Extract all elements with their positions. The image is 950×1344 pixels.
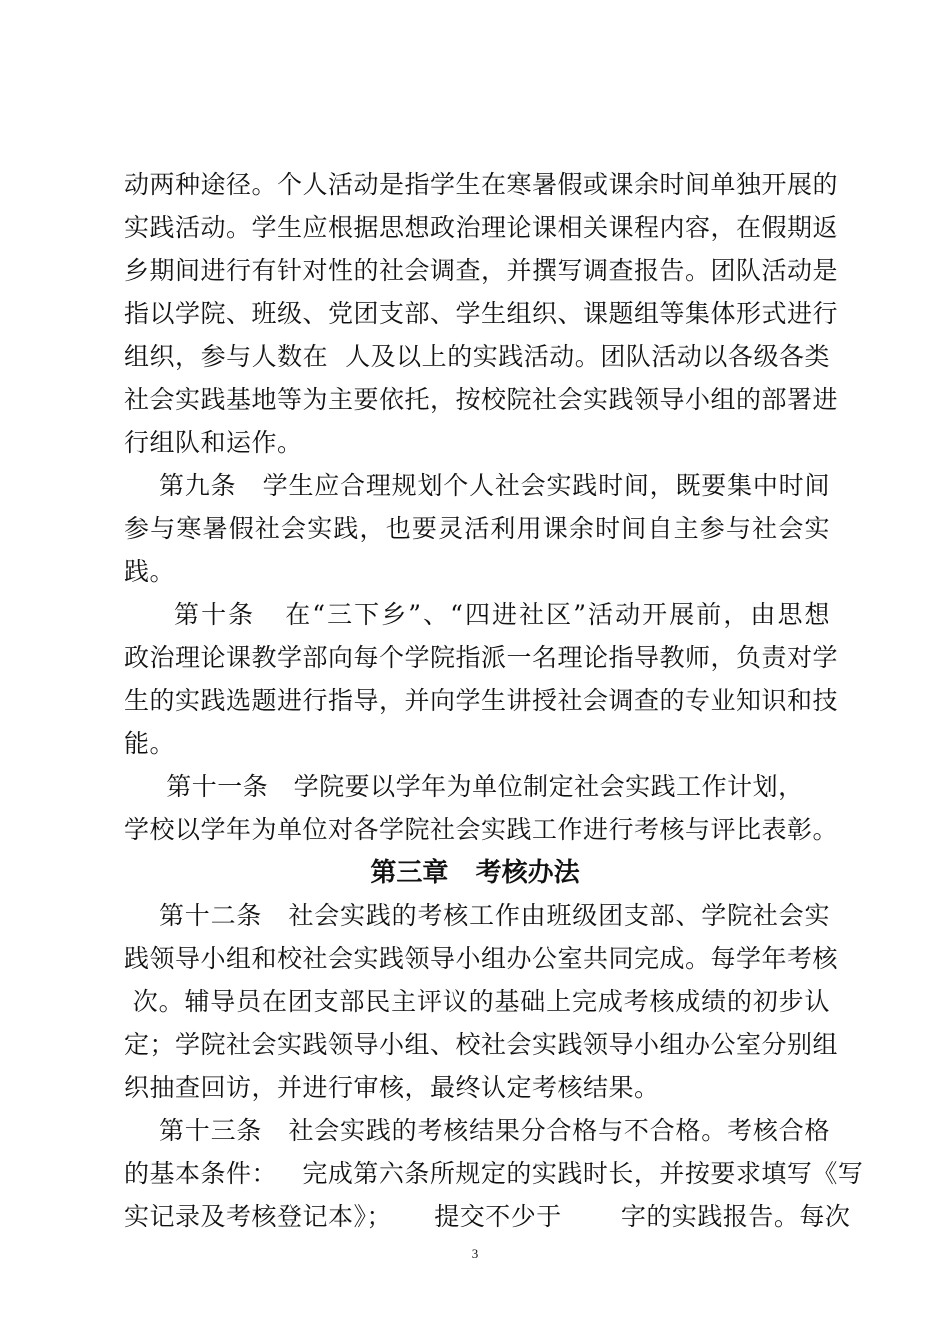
body-line-1: 动两种途径。个人活动是指学生在寒暑假或课余时间单独开展的: [124, 170, 839, 199]
article-10-line-4: 能。: [124, 729, 176, 758]
article-13-line-2: 的基本条件： 完成第六条所规定的实践时长，并按要求填写《写: [124, 1159, 864, 1188]
article-11-line-2: 学校以学年为单位对各学院社会实践工作进行考核与评比表彰。: [124, 815, 839, 844]
body-line-5: 组织，参与人数在 人及以上的实践活动。团队活动以各级各类: [124, 342, 830, 371]
article-10-line-1: 第十条 在“三下乡”、“四进社区”活动开展前，由思想: [124, 600, 830, 629]
article-10-line-3: 生的实践选题进行指导，并向学生讲授社会调查的专业知识和技: [124, 686, 839, 715]
body-line-6: 社会实践基地等为主要依托，按校院社会实践领导小组的部署进: [124, 385, 839, 414]
article-9-line-2: 参与寒暑假社会实践，也要灵活利用课余时间自主参与社会实: [124, 514, 830, 543]
article-9-line-1: 第九条 学生应合理规划个人社会实践时间，既要集中时间: [124, 471, 830, 500]
article-9-line-3: 践。: [124, 557, 176, 586]
article-10-line-2: 政治理论课教学部向每个学院指派一名理论指导教师，负责对学: [124, 643, 839, 672]
body-line-4: 指以学院、班级、党团支部、学生组织、课题组等集体形式进行: [124, 299, 839, 328]
chapter-heading: 第三章 考核办法: [370, 858, 580, 888]
body-line-3: 乡期间进行有针对性的社会调查，并撰写调查报告。团队活动是: [124, 256, 839, 285]
page-number: 3: [471, 1246, 479, 1261]
body-line-7: 行组队和运作。: [124, 428, 303, 457]
article-11-line-1: 第十一条 学院要以学年为单位制定社会实践工作计划，: [124, 772, 804, 801]
article-12-line-5: 织抽查回访，并进行审核，最终认定考核结果。: [124, 1073, 660, 1102]
article-12-line-4: 定；学院社会实践领导小组、校社会实践领导小组办公室分别组: [124, 1030, 839, 1059]
article-13-line-1: 第十三条 社会实践的考核结果分合格与不合格。考核合格: [124, 1116, 830, 1145]
article-12-line-3: 次。辅导员在团支部民主评议的基础上完成考核成绩的初步认: [124, 987, 830, 1016]
article-13-line-3: 实记录及考核登记本》； 提交不少于 字的实践报告。每次: [124, 1202, 851, 1231]
article-12-line-2: 践领导小组和校社会实践领导小组办公室共同完成。每学年考核: [124, 944, 839, 973]
article-12-line-1: 第十二条 社会实践的考核工作由班级团支部、学院社会实: [124, 901, 830, 930]
body-line-2: 实践活动。学生应根据思想政治理论课相关课程内容，在假期返: [124, 213, 839, 242]
